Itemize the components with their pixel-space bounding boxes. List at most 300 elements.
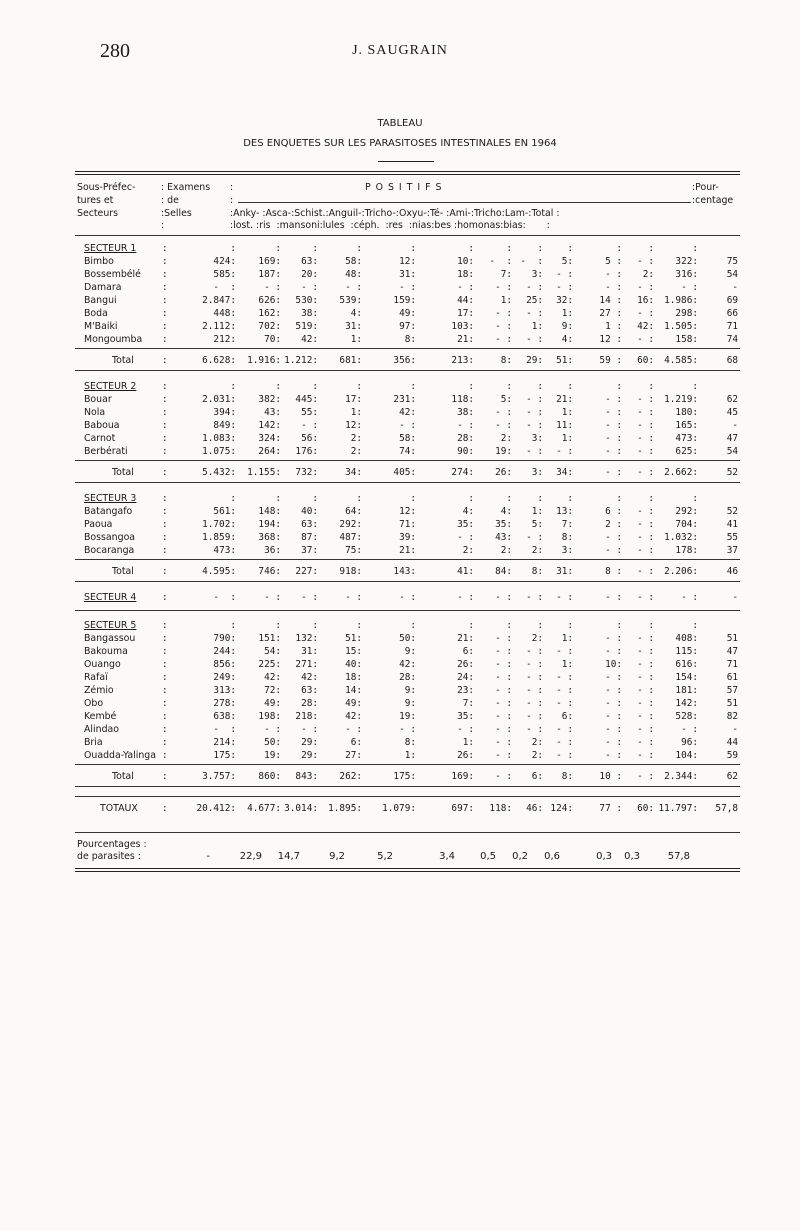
total-rule <box>75 460 740 461</box>
table-row: Paoua : 1.702: 194: 63: 292: 71: 35: 35: 5: 7: 2 : - : 704: 41 <box>84 519 738 530</box>
cell-oxyures: - : <box>495 646 512 657</box>
cell-amibes: 34: <box>556 467 573 478</box>
table-row: Ouango : 856: 225: 271: 40: 42: 26: - : - : 1: 10: - : 616: 71 <box>84 659 738 670</box>
cell-pourcentage: 57 <box>726 685 738 696</box>
cell-total: 11.797: <box>658 803 698 814</box>
cell-taenias: - : <box>526 685 543 696</box>
cell-anguillules: 405: <box>393 467 416 478</box>
cell-pourcentage: - <box>732 592 738 603</box>
cell-ankylostomes: : <box>275 620 281 631</box>
cell-ascaris: 843: <box>295 771 318 782</box>
header-rule <box>75 235 740 236</box>
row-label: Rafaï <box>84 672 108 683</box>
cell-ascaris: 42: <box>301 334 318 345</box>
cell-trichomonas: - : <box>605 646 622 657</box>
cell-ankylostomes: 72: <box>264 685 281 696</box>
cell-lamblias: - : <box>637 467 654 478</box>
cell-lamblias: - : <box>637 420 654 431</box>
cell-trichomonas: - : <box>605 724 622 735</box>
cell-oxyures: 5: <box>500 394 512 405</box>
cell-ankylostomes: 49: <box>264 698 281 709</box>
row-label: SECTEUR 5 <box>84 620 137 631</box>
table-row: Zémio : 313: 72: 63: 14: 9: 23: - : - : - : - : - : 181: 57 <box>84 685 738 696</box>
cell-schistosoma: 1.895: <box>328 803 362 814</box>
cell-exams: 561: <box>213 506 236 517</box>
cell-lamblias: - : <box>637 446 654 457</box>
cell-schistosoma: 40: <box>345 659 362 670</box>
cell-taenias: - : <box>526 308 543 319</box>
table-row: Nola : 394: 43: 55: 1: 42: 38: - : - : 1: - : - : 180: 45 <box>84 407 738 418</box>
cell-ankylostomes: 860: <box>258 771 281 782</box>
cell-trichocephales: 23: <box>457 685 474 696</box>
cell-anguillules: 1.079: <box>382 803 416 814</box>
cell-ankylostomes: : <box>275 493 281 504</box>
header-row-2: tures et : de : :centage <box>77 195 734 206</box>
pct-cell: 57,8 <box>667 851 690 862</box>
cell-trichocephales: 24: <box>457 672 474 683</box>
cell-anguillules: 58: <box>399 433 416 444</box>
total-rule <box>75 796 740 797</box>
cell-ascaris: 29: <box>301 750 318 761</box>
cell-lamblias: - : <box>637 433 654 444</box>
cell-trichocephales: : <box>468 620 474 631</box>
cell-pourcentage: 66 <box>726 308 738 319</box>
cell-ascaris: - : <box>301 282 318 293</box>
cell-anguillules: 42: <box>399 407 416 418</box>
header-exams-3: :Selles <box>161 208 192 219</box>
cell-total: 180: <box>675 407 698 418</box>
cell-ankylostomes: 169: <box>258 256 281 267</box>
table-row: Bouar : 2.031: 382: 445: 17: 231: 118: 5: - : 21: - : - : 1.219: 62 <box>84 394 738 405</box>
cell-taenias: - : <box>526 672 543 683</box>
cell-trichomonas: - : <box>605 407 622 418</box>
cell-total: 704: <box>675 519 698 530</box>
cell-oxyures: : <box>506 620 512 631</box>
cell-anguillules: 9: <box>404 685 416 696</box>
cell-exams: 638: <box>213 711 236 722</box>
cell-pourcentage: 51 <box>726 633 738 644</box>
cell-exams: 1.075: <box>202 446 236 457</box>
pct-cell: 3,4 <box>439 851 455 862</box>
cell-trichocephales: 21: <box>457 633 474 644</box>
cell-taenias: 25: <box>526 295 543 306</box>
cell-taenias: 1: <box>531 321 543 332</box>
cell-exams: 424: <box>213 256 236 267</box>
total-rule <box>75 348 740 349</box>
cell-oxyures: - : <box>495 750 512 761</box>
cell-taenias: - : <box>526 282 543 293</box>
cell-oxyures: 19: <box>495 446 512 457</box>
cell-oxyures: - : <box>495 420 512 431</box>
cell-anguillules: - : <box>399 282 416 293</box>
cell-ascaris: 530: <box>295 295 318 306</box>
table-row: M'Baiki : 2.112: 702: 519: 31: 97: 103: - : 1: 9: 1 : 42: 1.505: 71 <box>84 321 738 332</box>
cell-ascaris: 519: <box>295 321 318 332</box>
cell-anguillules: 9: <box>404 698 416 709</box>
row-label: SECTEUR 4 <box>84 592 137 603</box>
table-row: Bossangoa : 1.859: 368: 87: 487: 39: - : 43: - : 8: - : - : 1.032: 55 <box>84 532 738 543</box>
cell-trichomonas: - : <box>605 672 622 683</box>
cell-trichocephales: 4: <box>462 506 474 517</box>
section-row: SECTEUR 3 : : : : : : : : : : : : : <box>84 493 698 504</box>
cell-trichocephales: 103: <box>451 321 474 332</box>
cell-schistosoma: 31: <box>345 321 362 332</box>
cell-lamblias: : <box>648 620 654 631</box>
cell-taenias: 3: <box>531 269 543 280</box>
cell-oxyures: - : <box>495 771 512 782</box>
cell-taenias: : <box>537 493 543 504</box>
row-label: Bossembélé <box>84 269 141 280</box>
table-row: Bimbo : 424: 169: 63: 58: 12: 10: - : - : 5: 5 : - : 322: 75 <box>84 256 738 267</box>
cell-oxyures: - : <box>495 711 512 722</box>
cell-exams: 3.757: <box>202 771 236 782</box>
cell-pourcentage: 71 <box>726 321 738 332</box>
cell-total: 298: <box>675 308 698 319</box>
cell-anguillules: 231: <box>393 394 416 405</box>
cell-schistosoma: 2: <box>350 446 362 457</box>
cell-trichocephales: - : <box>457 592 474 603</box>
cell-oxyures: - : <box>495 321 512 332</box>
cell-trichomonas: - : <box>605 394 622 405</box>
cell-taenias: 3: <box>531 433 543 444</box>
cell-ascaris: - : <box>301 592 318 603</box>
cell-total: 158: <box>675 334 698 345</box>
cell-pourcentage: 71 <box>726 659 738 670</box>
row-label: Bimbo <box>84 256 114 267</box>
cell-oxyures: - : <box>495 672 512 683</box>
cell-oxyures: 2: <box>500 545 512 556</box>
cell-oxyures: - : <box>495 724 512 735</box>
cell-trichomonas: - : <box>605 446 622 457</box>
cell-total: 154: <box>675 672 698 683</box>
top-double-rule <box>75 171 740 175</box>
cell-trichomonas: - : <box>605 467 622 478</box>
cell-total: : <box>692 243 698 254</box>
row-label: Total <box>112 771 134 782</box>
cell-total: 528: <box>675 711 698 722</box>
row-label: Total <box>112 355 134 366</box>
cell-ascaris: 31: <box>301 646 318 657</box>
table-row: Baboua : 849: 142: - : 12: - : - : - : - : 11: - : - : 165: - <box>84 420 738 431</box>
cell-pourcentage: 52 <box>726 506 738 517</box>
cell-taenias: - : <box>526 334 543 345</box>
cell-taenias: 29: <box>526 355 543 366</box>
cell-ascaris: 40: <box>301 506 318 517</box>
cell-amibes: 51: <box>556 355 573 366</box>
cell-trichomonas: - : <box>605 698 622 709</box>
cell-pourcentage: 69 <box>726 295 738 306</box>
cell-exams: 448: <box>213 308 236 319</box>
table-row: Bangui : 2.847: 626: 530: 539: 159: 44: 1: 25: 32: 14 : 16: 1.986: 69 <box>84 295 738 306</box>
cell-oxyures: - : <box>489 256 512 267</box>
cell-schistosoma: : <box>356 620 362 631</box>
pct-label-1: Pourcentages : <box>77 839 147 850</box>
cell-anguillules: 175: <box>393 771 416 782</box>
cell-taenias: - : <box>526 724 543 735</box>
cell-exams: 175: <box>213 750 236 761</box>
cell-lamblias: - : <box>637 308 654 319</box>
cell-schistosoma: 49: <box>345 698 362 709</box>
cell-ascaris: : <box>312 381 318 392</box>
cell-anguillules: 159: <box>393 295 416 306</box>
table-title: TABLEAU <box>377 118 423 129</box>
cell-schistosoma: 681: <box>339 355 362 366</box>
cell-ascaris: 227: <box>295 566 318 577</box>
table-row: Rafaï : 249: 42: 42: 18: 28: 24: - : - : - : - : - : 154: 61 <box>84 672 738 683</box>
cell-oxyures: 26: <box>495 467 512 478</box>
cell-trichocephales: : <box>468 381 474 392</box>
cell-taenias: : <box>537 620 543 631</box>
cell-lamblias: - : <box>637 737 654 748</box>
cell-taenias: 3: <box>531 467 543 478</box>
cell-amibes: 1: <box>561 407 573 418</box>
cell-lamblias: - : <box>637 256 654 267</box>
total-rule <box>75 559 740 560</box>
cell-total: : <box>692 620 698 631</box>
cell-total: 96: <box>681 737 698 748</box>
cell-ankylostomes: 70: <box>264 334 281 345</box>
pct-cell: 0,6 <box>544 851 560 862</box>
cell-total: 2.206: <box>664 566 698 577</box>
cell-ankylostomes: 151: <box>258 633 281 644</box>
cell-trichocephales: 169: <box>451 771 474 782</box>
cell-exams: 212: <box>213 334 236 345</box>
cell-ascaris: 176: <box>295 446 318 457</box>
cell-total: : <box>692 381 698 392</box>
cell-trichocephales: 44: <box>457 295 474 306</box>
cell-amibes: - : <box>556 698 573 709</box>
table-row: Kembé : 638: 198: 218: 42: 19: 35: - : - : 6: - : - : 528: 82 <box>84 711 738 722</box>
cell-pourcentage: 54 <box>726 269 738 280</box>
cell-schistosoma: 918: <box>339 566 362 577</box>
cell-anguillules: - : <box>399 420 416 431</box>
cell-schistosoma: 27: <box>345 750 362 761</box>
cell-total: 1.505: <box>664 321 698 332</box>
cell-oxyures: - : <box>495 685 512 696</box>
cell-anguillules: 49: <box>399 308 416 319</box>
cell-taenias: - : <box>526 532 543 543</box>
cell-trichomonas: 2 : <box>605 519 622 530</box>
cell-amibes: 124: <box>550 803 573 814</box>
table-row: Obo : 278: 49: 28: 49: 9: 7: - : - : - : - : - : 142: 51 <box>84 698 738 709</box>
pct-cell: 0,3 <box>624 851 640 862</box>
cell-total: - : <box>681 282 698 293</box>
pct-rule <box>75 832 740 833</box>
table-row: Damara : - : - : - : - : - : - : - : - : - : - : - : - : - <box>84 282 738 293</box>
row-label: Boda <box>84 308 108 319</box>
cell-schistosoma: 6: <box>350 737 362 748</box>
cell-oxyures: - : <box>495 633 512 644</box>
cell-trichomonas: - : <box>605 433 622 444</box>
row-label: Damara <box>84 282 122 293</box>
cell-exams: : <box>230 493 236 504</box>
cell-trichocephales: 18: <box>457 269 474 280</box>
cell-total: 115: <box>675 646 698 657</box>
pct-cell: 0,3 <box>596 851 612 862</box>
cell-trichomonas: 8 : <box>605 566 622 577</box>
cell-lamblias: - : <box>637 672 654 683</box>
total-row: Total : 3.757: 860: 843: 262: 175: 169: - : 6: 8: 10 : - : 2.344: 62 <box>112 771 738 782</box>
cell-trichomonas: - : <box>605 711 622 722</box>
cell-trichomonas: 10: <box>605 659 622 670</box>
cell-taenias: 46: <box>526 803 543 814</box>
cell-exams: 1.859: <box>202 532 236 543</box>
cell-oxyures: 1: <box>500 295 512 306</box>
cell-exams: - : <box>213 282 236 293</box>
cell-trichomonas: - : <box>605 750 622 761</box>
cell-ankylostomes: 702: <box>258 321 281 332</box>
cell-total: 322: <box>675 256 698 267</box>
cell-exams: 2.031: <box>202 394 236 405</box>
cell-anguillules: : <box>410 381 416 392</box>
cell-ankylostomes: 264: <box>258 446 281 457</box>
cell-oxyures: - : <box>495 334 512 345</box>
cell-anguillules: 143: <box>393 566 416 577</box>
cell-exams: 849: <box>213 420 236 431</box>
pct-cell: 14,7 <box>277 851 300 862</box>
cell-oxyures: : <box>506 381 512 392</box>
cell-lamblias: - : <box>637 566 654 577</box>
cell-exams: - : <box>213 592 236 603</box>
cell-oxyures: 4: <box>500 506 512 517</box>
row-label: Bangassou <box>84 633 136 644</box>
cell-schistosoma: - : <box>345 724 362 735</box>
cell-ankylostomes: 368: <box>258 532 281 543</box>
cell-exams: 1.702: <box>202 519 236 530</box>
cell-lamblias: : <box>648 381 654 392</box>
cell-trichomonas: - : <box>605 269 622 280</box>
cell-total: 1.219: <box>664 394 698 405</box>
cell-amibes: - : <box>556 750 573 761</box>
cell-lamblias: - : <box>637 646 654 657</box>
cell-pourcentage: - <box>732 420 738 431</box>
cell-ankylostomes: 746: <box>258 566 281 577</box>
cell-total: 2.344: <box>664 771 698 782</box>
cell-lamblias: - : <box>637 711 654 722</box>
cell-ascaris: 63: <box>301 256 318 267</box>
cell-trichomonas: - : <box>605 633 622 644</box>
table-row: Boda : 448: 162: 38: 4: 49: 17: - : - : 1: 27 : - : 298: 66 <box>84 308 738 319</box>
cell-trichomonas: : <box>616 381 622 392</box>
cell-exams: : <box>230 620 236 631</box>
cell-amibes: 5: <box>561 256 573 267</box>
cell-anguillules: 39: <box>399 532 416 543</box>
cell-amibes: 1: <box>561 308 573 319</box>
cell-trichocephales: 118: <box>451 394 474 405</box>
cell-anguillules: 31: <box>399 269 416 280</box>
row-label: Alindao <box>84 724 119 735</box>
cell-total: 181: <box>675 685 698 696</box>
pct-label-2: de parasites : <box>77 851 141 862</box>
cell-trichomonas: : <box>616 620 622 631</box>
cell-taenias: - : <box>526 711 543 722</box>
cell-anguillules: 97: <box>399 321 416 332</box>
cell-oxyures: 35: <box>495 519 512 530</box>
row-label: SECTEUR 2 <box>84 381 137 392</box>
cell-schistosoma: 1: <box>350 334 362 345</box>
cell-schistosoma: 292: <box>339 519 362 530</box>
cell-trichocephales: 35: <box>457 519 474 530</box>
cell-lamblias: : <box>648 243 654 254</box>
cell-amibes: 1: <box>561 659 573 670</box>
cell-trichocephales: 90: <box>457 446 474 457</box>
cell-exams: 278: <box>213 698 236 709</box>
cell-lamblias: - : <box>637 334 654 345</box>
header-percentage-1: :Pour- <box>692 182 719 193</box>
cell-exams: 4.595: <box>202 566 236 577</box>
cell-trichocephales: 2: <box>462 545 474 556</box>
cell-total: 1.986: <box>664 295 698 306</box>
cell-ascaris: 132: <box>295 633 318 644</box>
cell-exams: 5.432: <box>202 467 236 478</box>
cell-schistosoma: 15: <box>345 646 362 657</box>
cell-ascaris: 3.014: <box>284 803 318 814</box>
table-subtitle: DES ENQUETES SUR LES PARASITOSES INTESTINALES EN 1964 <box>243 138 557 149</box>
cell-ankylostomes: 162: <box>258 308 281 319</box>
cell-taenias: 6: <box>531 771 543 782</box>
cell-trichomonas: 6 : <box>605 506 622 517</box>
cell-ascaris: : <box>312 243 318 254</box>
cell-amibes: - : <box>556 282 573 293</box>
cell-ankylostomes: 4.677: <box>247 803 281 814</box>
cell-exams: : <box>230 381 236 392</box>
table-row: Bakouma : 244: 54: 31: 15: 9: 6: - : - : - : - : - : 115: 47 <box>84 646 738 657</box>
cell-total: 616: <box>675 659 698 670</box>
table-row: Berbérati : 1.075: 264: 176: 2: 74: 90: 19: - : - : - : - : 625: 54 <box>84 446 738 457</box>
cell-taenias: - : <box>526 659 543 670</box>
cell-oxyures: 8: <box>500 355 512 366</box>
cell-ankylostomes: : <box>275 243 281 254</box>
cell-ascaris: 271: <box>295 659 318 670</box>
cell-exams: 856: <box>213 659 236 670</box>
cell-amibes: - : <box>556 646 573 657</box>
row-label: Batangafo <box>84 506 133 517</box>
cell-ankylostomes: 36: <box>264 545 281 556</box>
cell-lamblias: - : <box>637 685 654 696</box>
cell-total: 1.032: <box>664 532 698 543</box>
cell-lamblias: - : <box>637 659 654 670</box>
header-exams-1: : Examens <box>161 182 211 193</box>
cell-total: 473: <box>675 433 698 444</box>
cell-ankylostomes: 42: <box>264 672 281 683</box>
pct-cell: 22,9 <box>239 851 262 862</box>
section-rule <box>75 786 740 787</box>
cell-exams: 313: <box>213 685 236 696</box>
cell-trichomonas: - : <box>605 532 622 543</box>
cell-ascaris: 56: <box>301 433 318 444</box>
pct-cell: 0,5 <box>480 851 496 862</box>
cell-amibes: 21: <box>556 394 573 405</box>
header-exams-2: : de <box>161 195 179 206</box>
cell-taenias: - : <box>520 256 543 267</box>
cell-taenias: 2: <box>531 545 543 556</box>
pct-cell: - <box>206 851 210 862</box>
cell-ascaris: 63: <box>301 685 318 696</box>
cell-total: 104: <box>675 750 698 761</box>
cell-anguillules: 356: <box>393 355 416 366</box>
cell-lamblias: - : <box>637 519 654 530</box>
cell-oxyures: - : <box>495 308 512 319</box>
table-row: Bria : 214: 50: 29: 6: 8: 1: - : 2: - : - : - : 96: 44 <box>84 737 738 748</box>
header-subprefecture-3: Secteurs <box>77 208 118 219</box>
cell-taenias: - : <box>526 394 543 405</box>
cell-total: 142: <box>675 698 698 709</box>
cell-ascaris: 55: <box>301 407 318 418</box>
cell-lamblias: 2: <box>642 269 654 280</box>
cell-schistosoma: 51: <box>345 633 362 644</box>
cell-taenias: - : <box>526 446 543 457</box>
cell-amibes: : <box>567 381 573 392</box>
